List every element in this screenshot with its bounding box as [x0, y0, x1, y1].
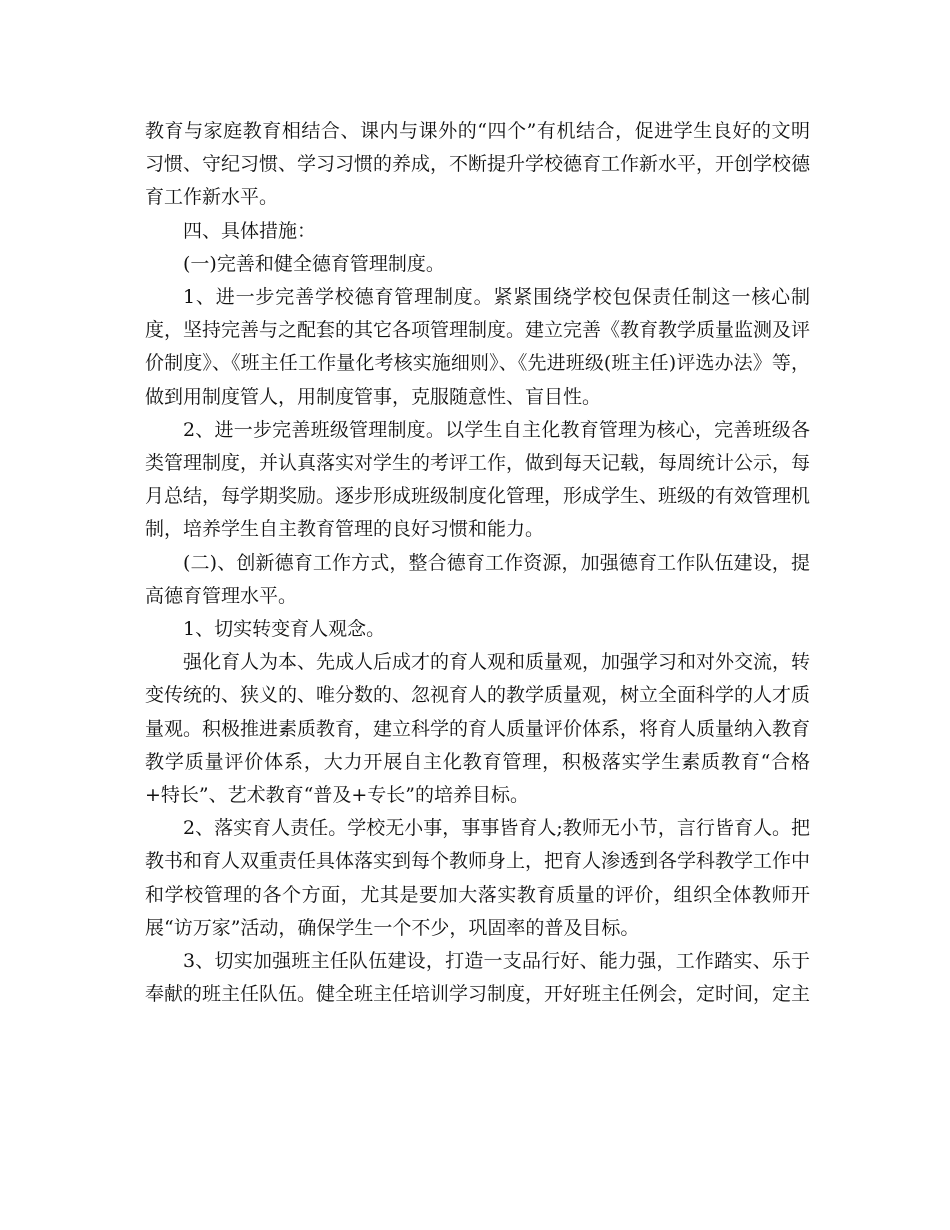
paragraph-item-2b: 2、落实育人责任。学校无小事，事事皆育人;教师无小节，言行皆育人。把教书和育人双重责任具体落实到每个教师身上，把育人渗透到各学科教学工作中和学校管理的各个方面，尤其是要加大落实教育质量的评价，组织全体教师开展“访万家”活动，确保学生一个不少，巩固率的普及目标。: [145, 817, 811, 939]
section-heading-measures: 四、具体措施：: [183, 219, 317, 242]
paragraph-item-heading: 1、切实转变育人观念。: [183, 618, 386, 641]
paragraph-item-1: 1、进一步完善学校德育管理制度。紧紧围绕学校包保责任制这一核心制度，坚持完善与之配套的其它各项管理制度。建立完善《教育教学质量监测及评价制度》、《班主任工作量化考核实施细则》、《先进班级(班主任)评选办法》等，做到用制度管人，用制度管事，克服随意性、盲目性。: [145, 286, 811, 408]
subsection-heading-1: (一)完善和健全德育管理制度。: [183, 252, 445, 275]
paragraph-body: 强化育人为本、先成人后成才的育人观和质量观，加强学习和对外交流，转变传统的、狭义的、唯分数的、忽视育人的教学质量观，树立全面科学的人才质量观。积极推进素质教育，建立科学的育人质量评价体系，将育人质量纳入教育教学质量评价体系，大力开展自主化教育管理，积极落实学生素质教育“合格+特长”、艺术教育“普及+专长”的培养目标。: [145, 651, 811, 807]
subsection-heading-2: (二)、创新德育工作方式，整合德育工作资源，加强德育工作队伍建设，提高德育管理水平。: [145, 551, 810, 607]
paragraph-item-3: 3、切实加强班主任队伍建设，打造一支品行好、能力强，工作踏实、乐于奉献的班主任队伍。健全班主任培训学习制度，开好班主任例会，定时间，定主: [145, 950, 811, 1006]
paragraph-continued: 教育与家庭教育相结合、课内与课外的“四个”有机结合，促进学生良好的文明习惯、守纪习惯、学习习惯的养成，不断提升学校德育工作新水平，开创学校德育工作新水平。: [145, 120, 811, 209]
paragraph-item-2: 2、进一步完善班级管理制度。以学生自主化教育管理为核心，完善班级各类管理制度，并认真落实对学生的考评工作，做到每天记载，每周统计公示，每月总结，每学期奖励。逐步形成班级制度化管理，形成学生、班级的有效管理机制，培养学生自主教育管理的良好习惯和能力。: [145, 418, 811, 541]
document-body: [145, 115, 810, 1011]
